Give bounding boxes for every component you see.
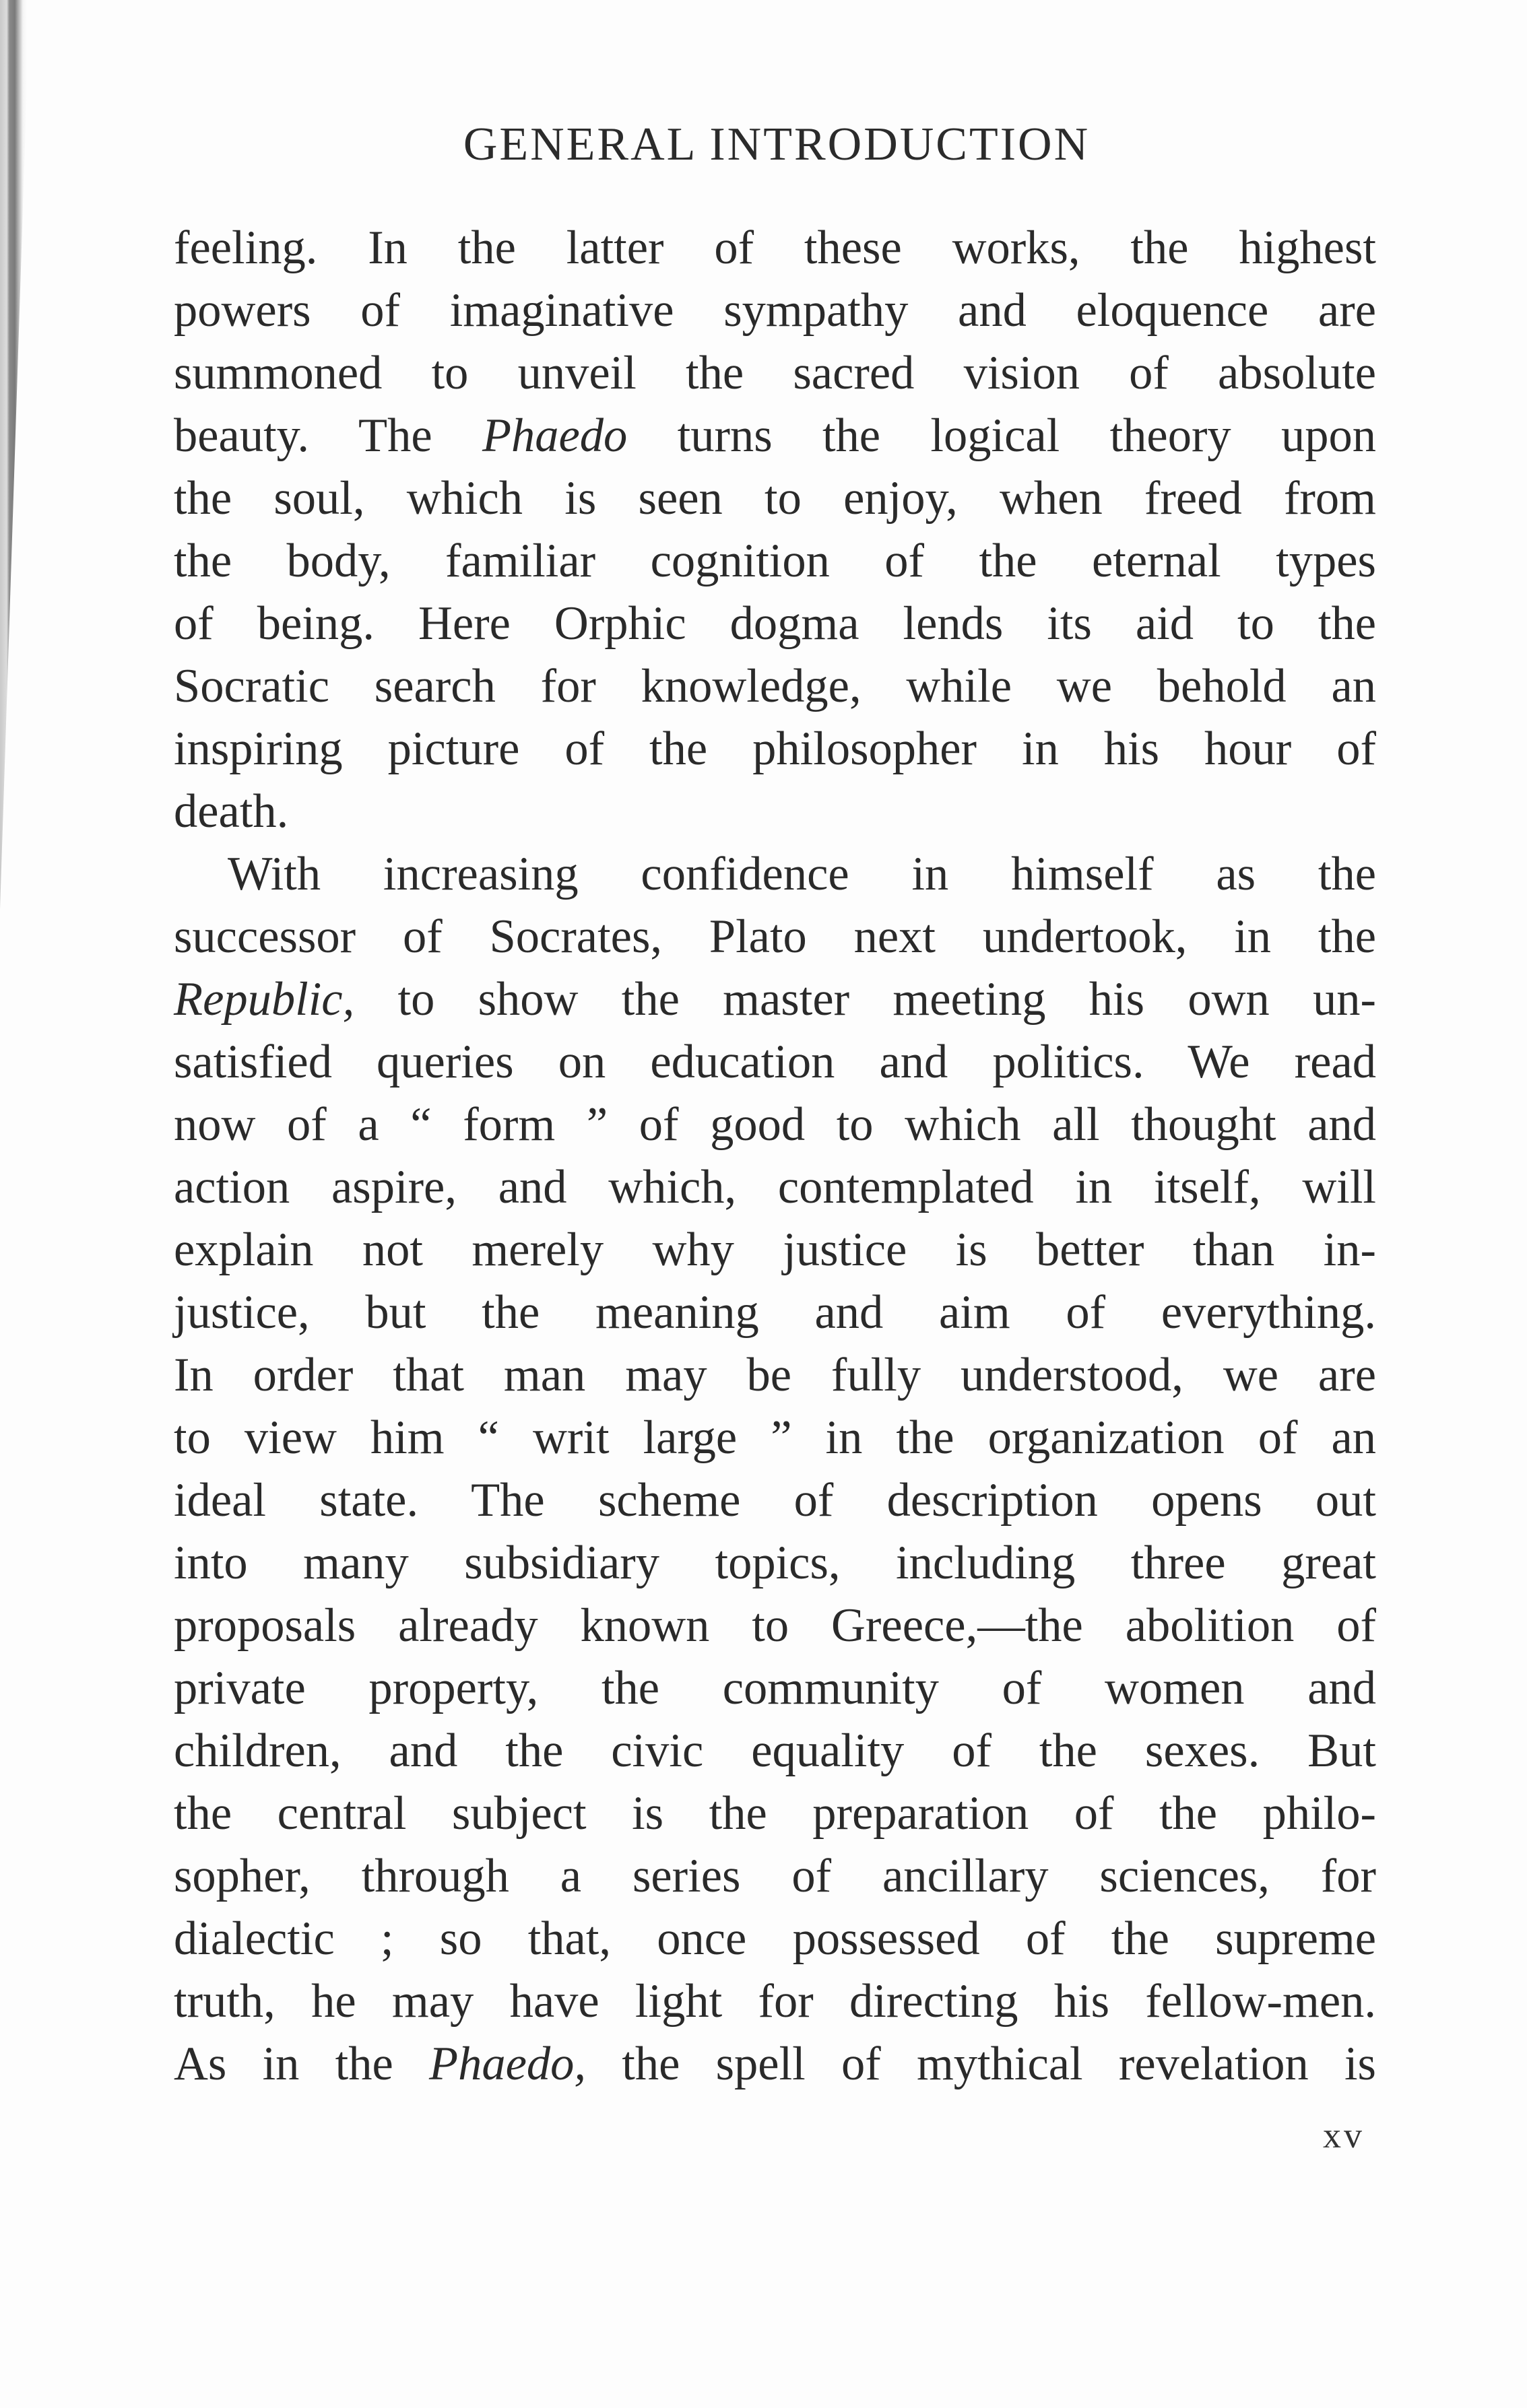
page-number: xv xyxy=(1323,2115,1365,2155)
text-segment: In order that man may be fully understood, we are xyxy=(174,1349,1376,1401)
text-line xyxy=(174,342,1376,405)
text-segment: the soul, which is seen to enjoy, when freed from xyxy=(174,472,1376,525)
text-segment: truth, he may have light for directing his fellow-men. xyxy=(174,1975,1376,2028)
text-segment: summoned to unveil the sacred vision of absolute xyxy=(174,347,1376,399)
text-line xyxy=(174,1281,1376,1344)
text-segment: the body, familiar cognition of the eternal types xyxy=(174,535,1376,587)
text-line xyxy=(174,1782,1376,1845)
text-segment: now of a “ form ” of good to which all thought and xyxy=(174,1098,1376,1151)
text-segment: As in the xyxy=(174,2038,430,2090)
text-line xyxy=(174,405,1376,467)
italic-title: Phaedo xyxy=(482,409,628,462)
text-line xyxy=(174,968,1376,1031)
text-segment: dialectic ; so that, once possessed of the supreme xyxy=(174,1912,1376,1965)
text-line xyxy=(174,1970,1376,2033)
text-line xyxy=(174,593,1376,655)
text-line xyxy=(174,1407,1376,1469)
text-segment: to show the master meeting his own un- xyxy=(354,973,1376,1026)
text-line xyxy=(174,467,1376,530)
text-segment: inspiring picture of the philosopher in his hour of xyxy=(174,723,1376,775)
text-segment: satisfied queries on education and politics. We read xyxy=(174,1036,1376,1088)
italic-title: Republic, xyxy=(174,973,355,1026)
text-line xyxy=(174,718,1376,780)
text-line xyxy=(174,1595,1376,1657)
book-binding-edge xyxy=(0,0,27,2408)
text-line xyxy=(174,1720,1376,1782)
text-segment: proposals already known to Greece,—the abolition of xyxy=(174,1599,1376,1652)
book-page xyxy=(174,0,1379,2408)
text-line xyxy=(174,279,1376,342)
text-segment: ideal state. The scheme of description opens out xyxy=(174,1474,1376,1527)
text-segment: action aspire, and which, contemplated in itself, will xyxy=(174,1161,1376,1213)
text-line xyxy=(174,780,1376,843)
text-segment: the central subject is the preparation of the philo- xyxy=(174,1787,1376,1840)
text-line xyxy=(174,1344,1376,1407)
text-segment: the spell of mythical revelation is xyxy=(586,2038,1376,2090)
text-line xyxy=(174,217,1376,279)
text-line xyxy=(174,1845,1376,1908)
italic-title: Phaedo, xyxy=(429,2038,587,2090)
text-segment: feeling. In the latter of these works, the highest xyxy=(174,222,1376,274)
text-segment: into many subsidiary topics, including three great xyxy=(174,1537,1376,1589)
text-segment: powers of imaginative sympathy and eloquence are xyxy=(174,284,1376,337)
text-segment: turns the logical theory upon xyxy=(627,409,1376,462)
text-line xyxy=(174,1908,1376,1970)
text-line xyxy=(174,1094,1376,1156)
text-line xyxy=(174,2033,1376,2096)
text-line xyxy=(174,906,1376,968)
text-line xyxy=(174,1469,1376,1532)
running-head: GENERAL INTRODUCTION xyxy=(463,119,1091,170)
text-segment: of being. Here Orphic dogma lends its aid to the xyxy=(174,597,1376,650)
text-segment: to view him “ writ large ” in the organization of an xyxy=(174,1411,1376,1464)
text-segment: children, and the civic equality of the sexes. But xyxy=(174,1725,1376,1777)
text-segment: explain not merely why justice is better than in- xyxy=(174,1224,1376,1276)
text-line xyxy=(174,1532,1376,1595)
text-segment: sopher, through a series of ancillary sciences, for xyxy=(174,1850,1376,1902)
text-line xyxy=(174,530,1376,593)
text-line xyxy=(174,843,1376,906)
text-segment: beauty. The xyxy=(174,409,482,462)
text-segment: death. xyxy=(174,785,289,838)
text-segment: private property, the community of women and xyxy=(174,1662,1376,1714)
text-line xyxy=(174,1031,1376,1094)
text-line xyxy=(174,655,1376,718)
text-segment: successor of Socrates, Plato next undertook, in the xyxy=(174,910,1376,963)
text-line xyxy=(174,1156,1376,1219)
text-line xyxy=(174,1219,1376,1281)
text-segment: justice, but the meaning and aim of everything. xyxy=(174,1286,1376,1339)
text-line xyxy=(174,1657,1376,1720)
text-segment: With increasing confidence in himself as the xyxy=(228,848,1376,900)
body-text xyxy=(174,217,1376,2096)
text-segment: Socratic search for knowledge, while we behold an xyxy=(174,660,1376,712)
